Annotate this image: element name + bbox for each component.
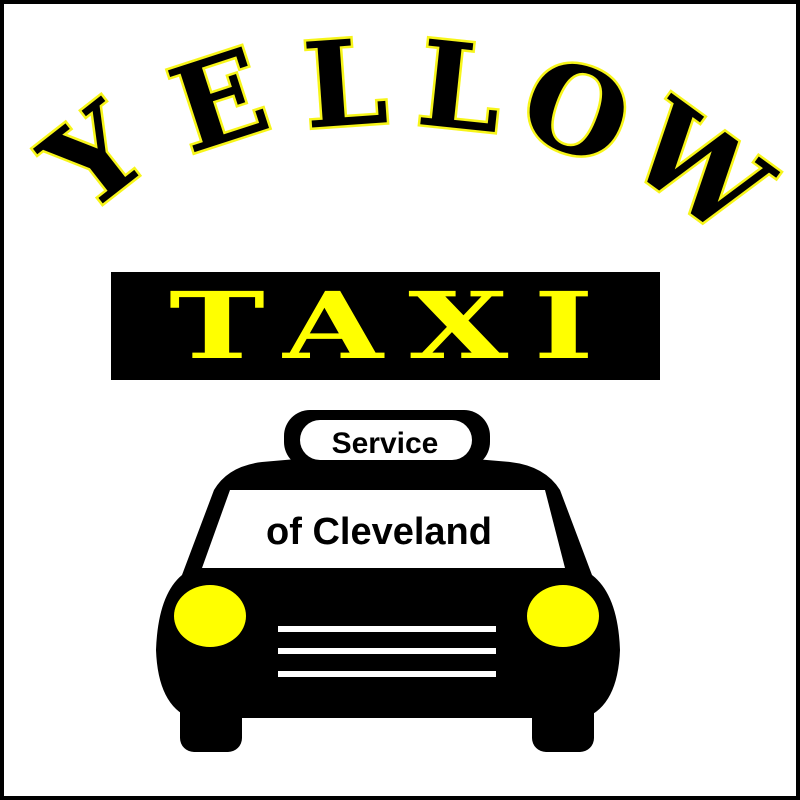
grille-bar-3 (278, 671, 496, 677)
grille-bar-2 (278, 648, 496, 654)
arc-letter-1: Y (18, 76, 171, 238)
arc-letter-4: L (411, 13, 509, 161)
roof-sign-text: Service (331, 427, 439, 460)
arc-letter-2: E (154, 20, 284, 181)
left-headlight (174, 585, 246, 647)
grille-bar-1 (278, 626, 496, 632)
arc-letter-5: O (504, 28, 649, 194)
windshield-text: of Cleveland (266, 511, 492, 553)
taxi-banner-word: TAXI (169, 272, 619, 380)
yellow-arc-word (17, 11, 795, 264)
arc-letter-3: L (298, 11, 392, 156)
taxi-car-icon (156, 410, 620, 752)
arc-letter-6: W (604, 73, 794, 264)
right-headlight (527, 585, 599, 647)
